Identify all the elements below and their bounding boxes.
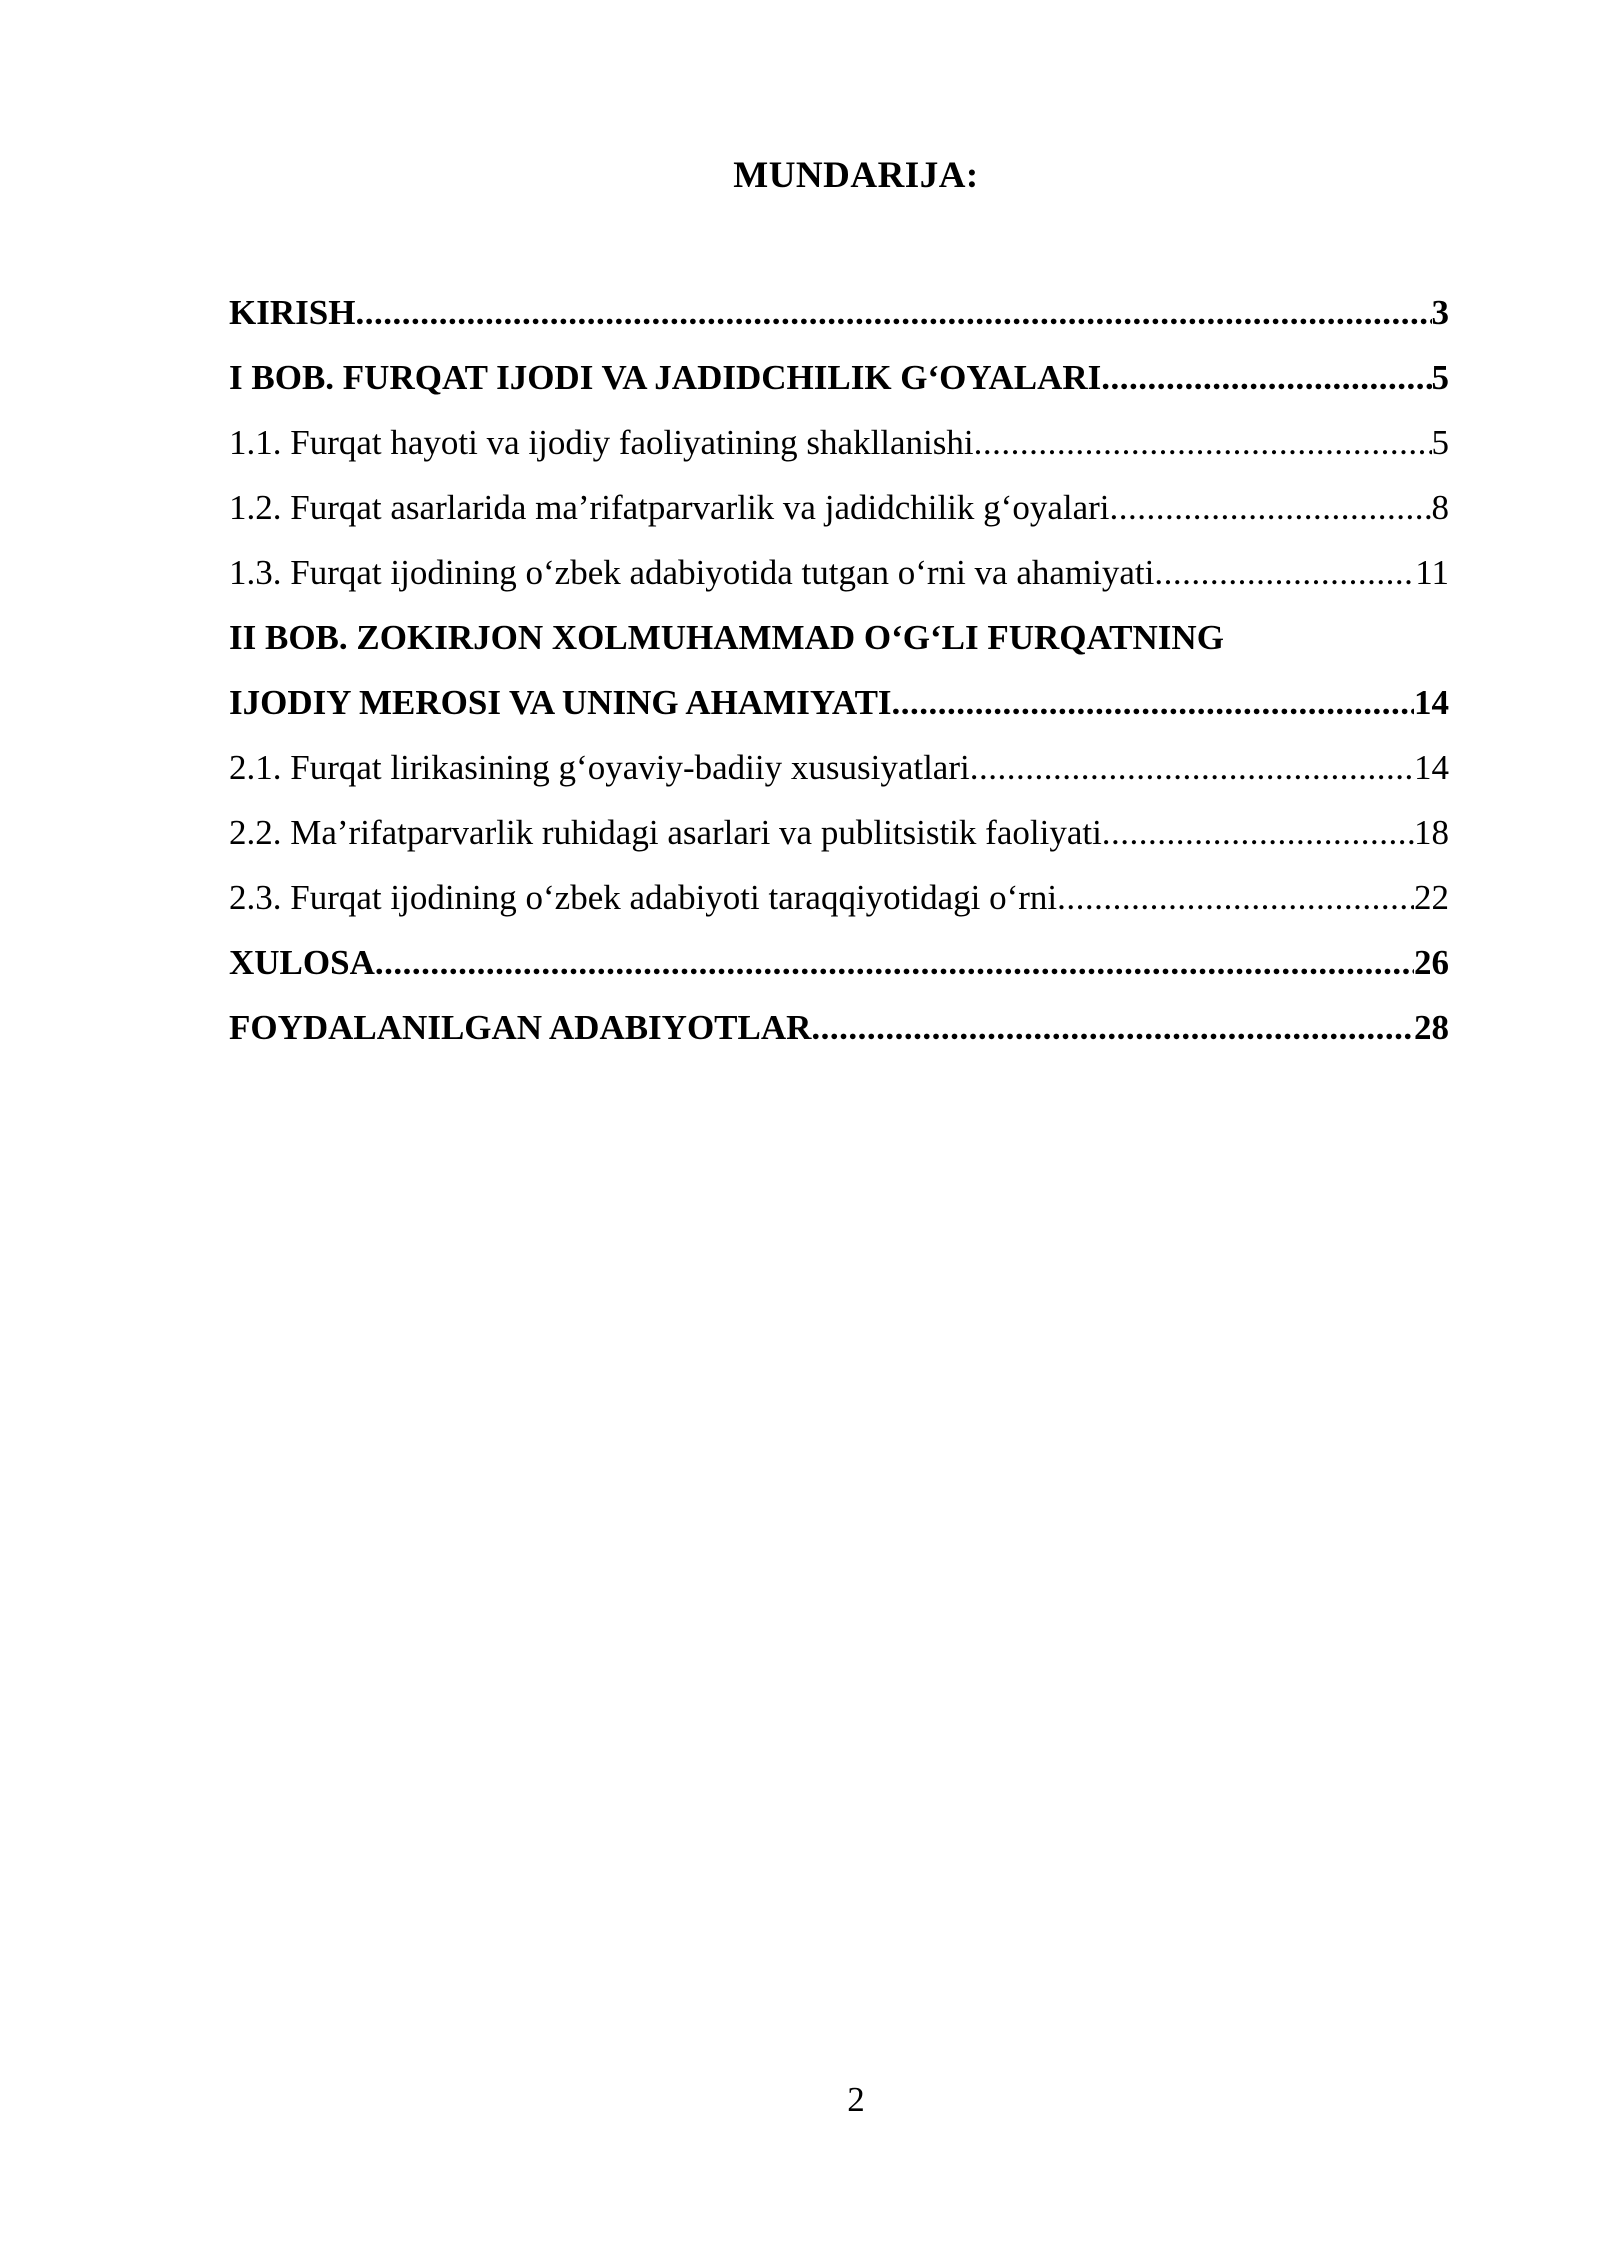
- dot-leader: [1101, 345, 1431, 410]
- toc-entry-page: 5: [1431, 423, 1449, 462]
- toc-entry-section-2-1[interactable]: [229, 735, 1449, 800]
- toc-entry-label: 2.3. Furqat ijodining o‘zbek adabiyoti taraqqiyotidagi o‘rni: [229, 878, 1058, 917]
- toc-entry-page: 3: [1431, 293, 1449, 332]
- dot-leader: [1110, 475, 1432, 540]
- toc-entry-page: 28: [1414, 1008, 1449, 1047]
- toc-entry-chapter-2-line-1[interactable]: [229, 605, 1449, 670]
- toc-entry-chapter-2-line-2[interactable]: [229, 670, 1449, 735]
- toc-entry-page: 5: [1431, 358, 1449, 397]
- toc-entry-page: 18: [1414, 813, 1449, 852]
- toc-entry-page: 22: [1414, 878, 1449, 917]
- toc-entry-section-1-1[interactable]: [229, 410, 1449, 475]
- toc-entry-label: II BOB. ZOKIRJON XOLMUHAMMAD O‘G‘LI FURQATNING: [229, 618, 1224, 657]
- page-number: 2: [847, 2080, 865, 2119]
- toc-entry-label: 2.2. Ma’rifatparvarlik ruhidagi asarlari va publitsistik faoliyati: [229, 813, 1102, 852]
- toc-title: MUNDARIJA:: [733, 155, 979, 196]
- toc-entry-label: KIRISH: [229, 293, 356, 332]
- dot-leader: [974, 410, 1432, 475]
- toc-entry-page: 11: [1415, 553, 1449, 592]
- dot-leader: [811, 995, 1414, 1060]
- toc-entry-label: 1.3. Furqat ijodining o‘zbek adabiyotida tutgan o‘rni va ahamiyati: [229, 553, 1155, 592]
- toc-entry-section-2-3[interactable]: [229, 865, 1449, 930]
- toc-entry-label: FOYDALANILGAN ADABIYOTLAR: [229, 1008, 812, 1047]
- table-of-contents: [229, 280, 1449, 1060]
- toc-entry-section-1-2[interactable]: [229, 475, 1449, 540]
- toc-entry-label: XULOSA: [229, 943, 375, 982]
- dot-leader: [375, 930, 1414, 995]
- toc-entry-section-2-2[interactable]: [229, 800, 1449, 865]
- toc-entry-label: 1.2. Furqat asarlarida ma’rifatparvarlik va jadidchilik g‘oyalari: [229, 488, 1110, 527]
- dot-leader: [970, 735, 1414, 800]
- toc-entry-page: 8: [1431, 488, 1449, 527]
- dot-leader: [892, 670, 1414, 735]
- toc-entry-page: 26: [1414, 943, 1449, 982]
- toc-entry-page: 14: [1414, 683, 1449, 722]
- toc-entry-section-1-3[interactable]: [229, 540, 1449, 605]
- dot-leader: [1057, 865, 1414, 930]
- toc-entry-adabiyotlar[interactable]: [229, 995, 1449, 1060]
- toc-entry-kirish[interactable]: [229, 280, 1449, 345]
- toc-entry-label: 1.1. Furqat hayoti va ijodiy faoliyatining shakllanishi: [229, 423, 974, 462]
- dot-leader: [1102, 800, 1414, 865]
- toc-entry-chapter-1[interactable]: [229, 345, 1449, 410]
- toc-entry-label: IJODIY MEROSI VA UNING AHAMIYATI: [229, 683, 892, 722]
- toc-entry-page: 14: [1414, 748, 1449, 787]
- dot-leader: [1154, 540, 1415, 605]
- dot-leader: [355, 280, 1431, 345]
- toc-entry-xulosa[interactable]: [229, 930, 1449, 995]
- toc-entry-label: I BOB. FURQAT IJODI VA JADIDCHILIK G‘OYALARI: [229, 358, 1102, 397]
- toc-entry-label: 2.1. Furqat lirikasining g‘oyaviy-badiiy xususiyatlari: [229, 748, 970, 787]
